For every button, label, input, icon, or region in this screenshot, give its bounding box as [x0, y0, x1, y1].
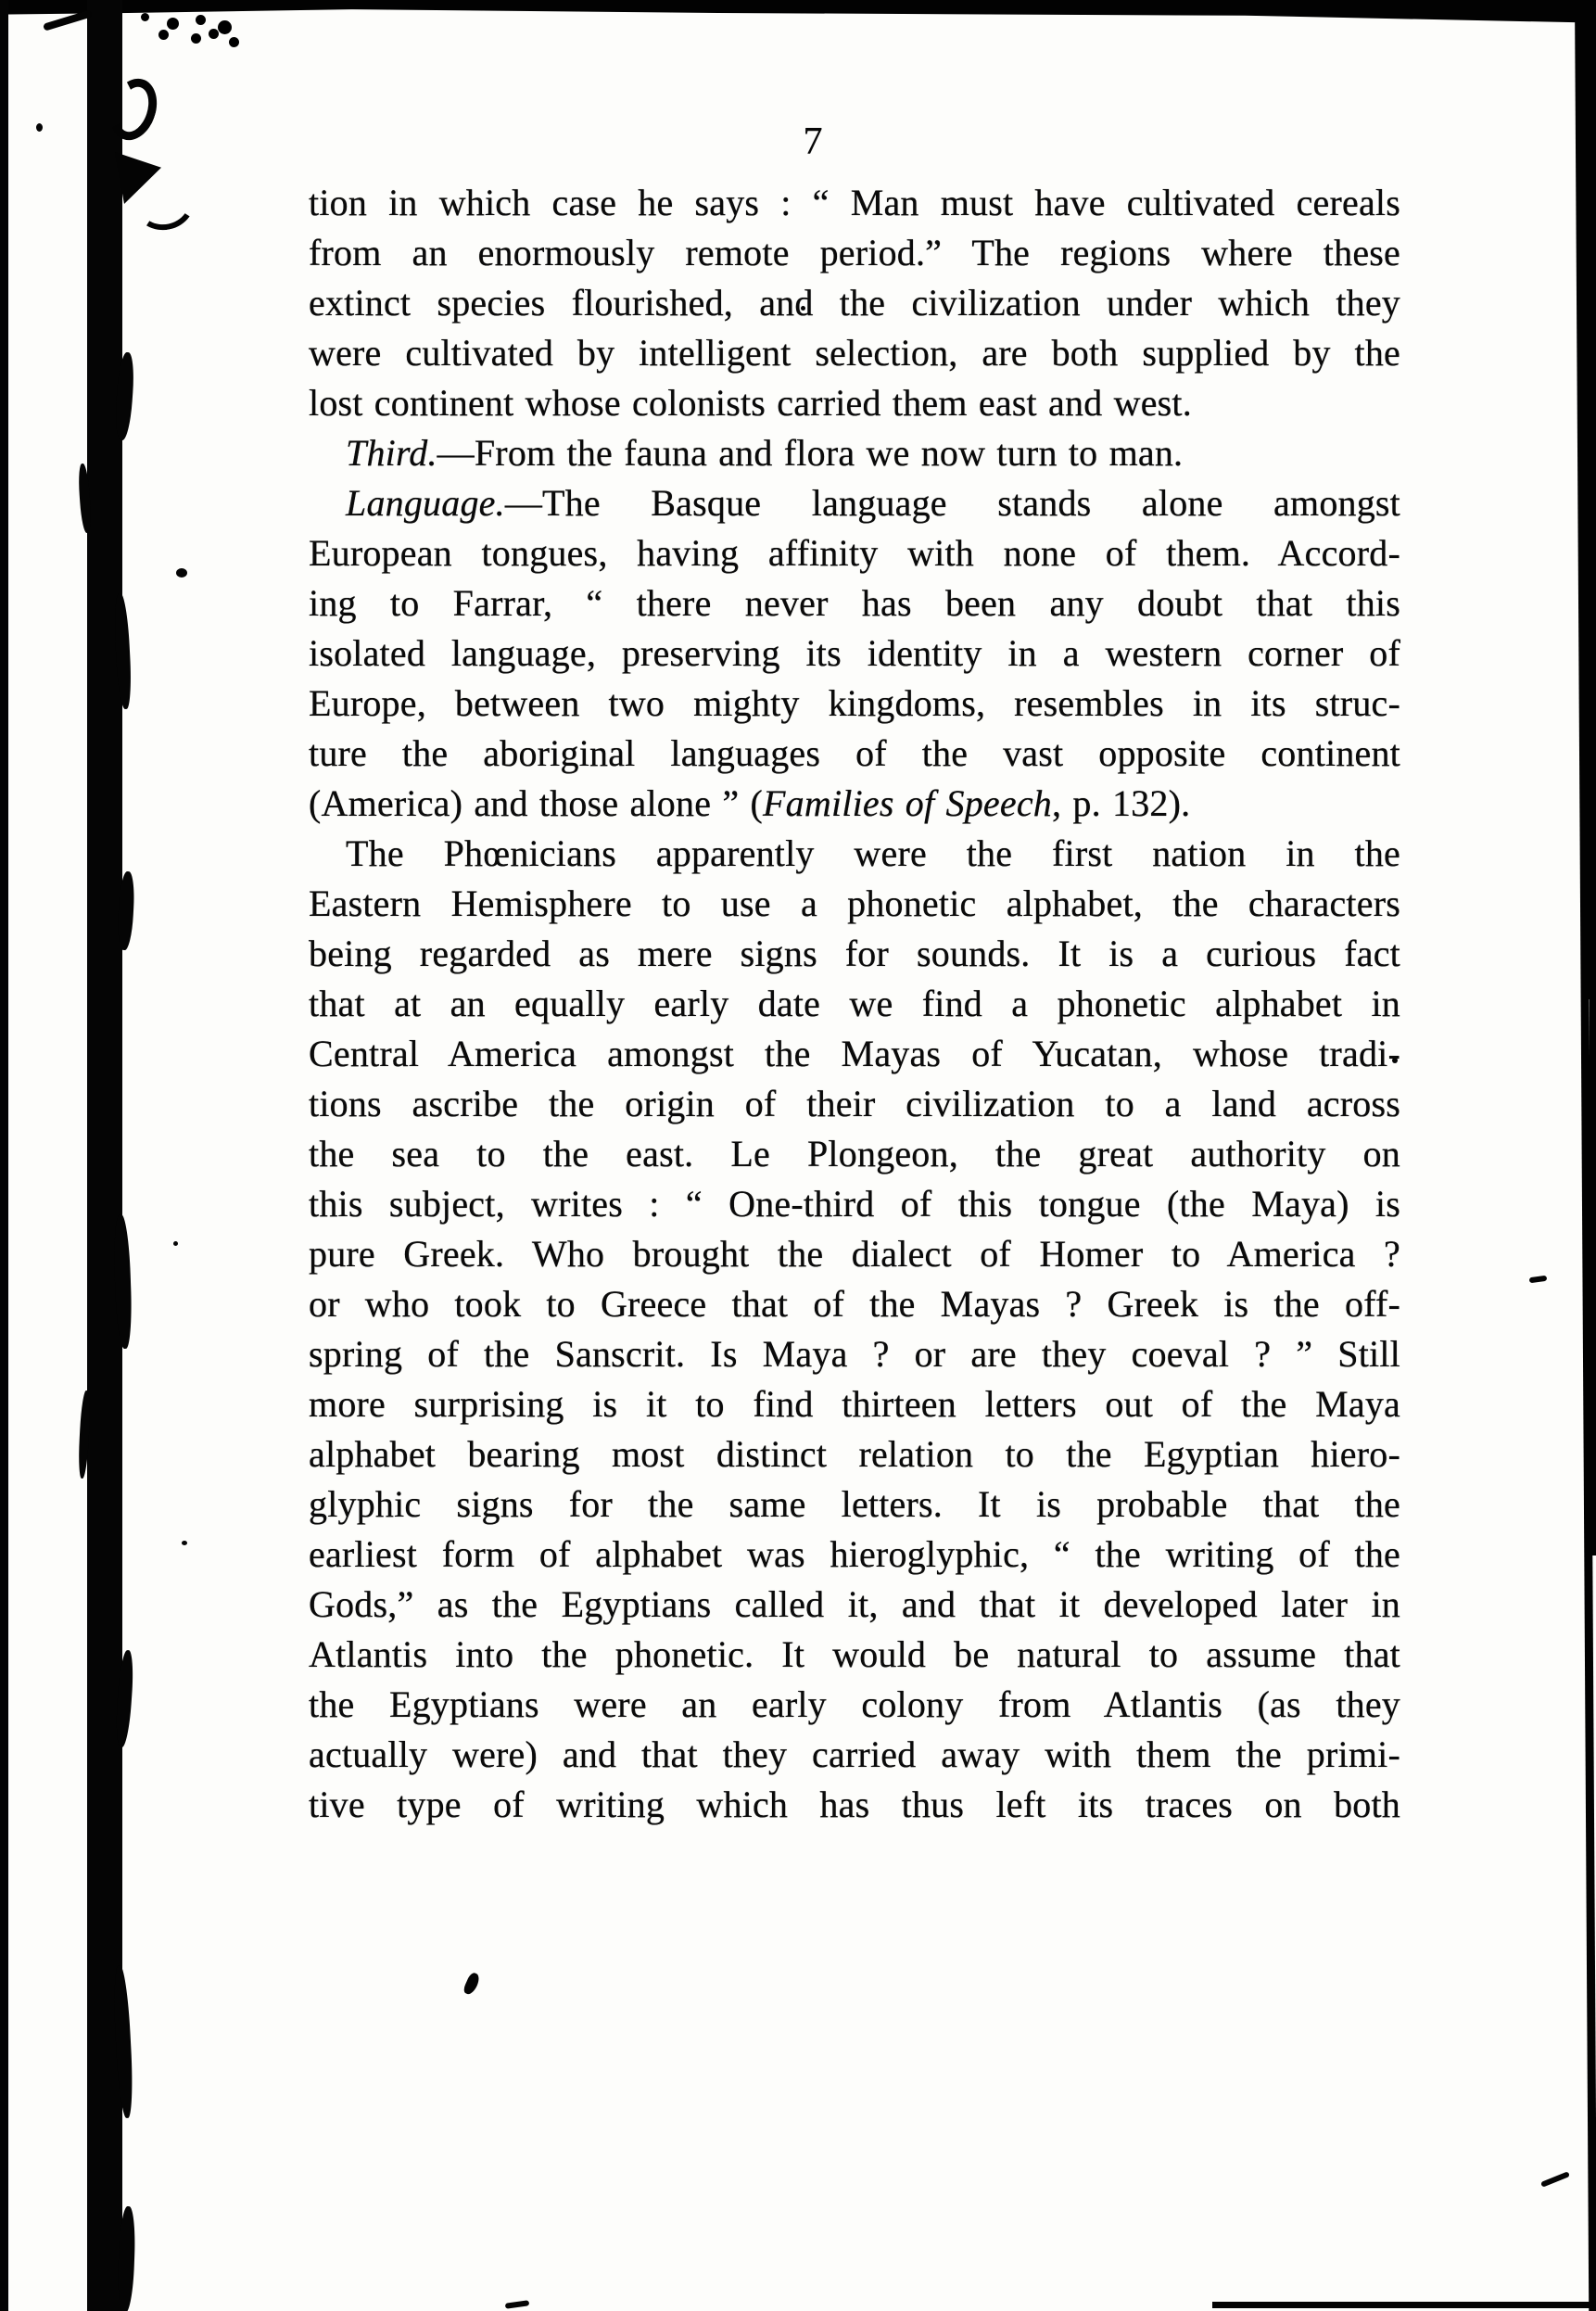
text-segment: from an enormously remote period.” The regions where these: [309, 232, 1400, 273]
text-line: [309, 1329, 1400, 1379]
text-segment: or who took to Greece that of the Mayas ? Greek is the off-: [309, 1283, 1400, 1325]
text-line: [309, 328, 1400, 378]
text-line: [309, 929, 1400, 979]
text-line: [309, 1680, 1400, 1730]
text-line: [309, 428, 1400, 478]
book-gutter-shadow: [87, 0, 122, 2311]
page-number: 7: [803, 121, 823, 163]
ink-speck: [36, 123, 43, 132]
text-segment: Eastern Hemisphere to use a phonetic alphabet, the characters: [309, 882, 1400, 924]
text-line: [309, 1129, 1400, 1179]
text-segment: the sea to the east. Le Plongeon, the great authority on: [309, 1133, 1400, 1175]
italic-text-segment: Language.: [346, 482, 505, 524]
ink-speck: [176, 568, 187, 578]
text-segment: alphabet bearing most distinct relation to the Egyptian hiero-: [309, 1433, 1400, 1475]
text-line: [309, 1580, 1400, 1630]
text-segment: more surprising is it to find thirteen letters out of the Maya: [309, 1383, 1400, 1425]
scan-top-edge-shadow: [0, 0, 1596, 26]
margin-diagonal-mark: [1540, 2171, 1570, 2188]
text-segment: (America) and those alone ” (: [309, 782, 764, 824]
text-segment: extinct species flourished, and the civilization under which they: [309, 282, 1400, 324]
ink-speck: [182, 1541, 187, 1545]
text-segment: Europe, between two mighty kingdoms, resembles in its struc-: [309, 682, 1400, 724]
text-segment: pure Greek. Who brought the dialect of Homer to America ?: [309, 1233, 1400, 1275]
text-line: [309, 278, 1400, 328]
stray-ink-mark: [462, 1972, 482, 1997]
text-segment: Central America amongst the Mayas of Yucatan, whose tradi-: [309, 1033, 1400, 1074]
ink-speck: [173, 1241, 178, 1246]
italic-text-segment: Families of Speech: [763, 782, 1052, 824]
text-segment: isolated language, preserving its identity in a western corner of: [309, 632, 1400, 674]
text-line: [309, 729, 1400, 779]
text-line: [309, 178, 1400, 228]
text-segment: being regarded as mere signs for sounds. It is a curious fact: [309, 933, 1400, 974]
text-line: [309, 779, 1400, 829]
text-line: [309, 1730, 1400, 1780]
text-segment: the Egyptians were an early colony from Atlantis (as they: [309, 1683, 1400, 1725]
text-segment: European tongues, having affinity with none of them. Accord-: [309, 532, 1400, 574]
text-segment: tion in which case he says : “ Man must have cultivated cereals: [309, 182, 1400, 223]
text-line: [309, 1630, 1400, 1680]
text-line: [309, 528, 1400, 578]
text-line: [309, 629, 1400, 679]
text-segment: Atlantis into the phonetic. It would be natural to assume that: [309, 1633, 1400, 1675]
scan-speckles: [141, 13, 149, 21]
text-segment: Gods,” as the Egyptians called it, and that it developed later in: [309, 1583, 1400, 1625]
text-line: [309, 1379, 1400, 1429]
text-segment: glyphic signs for the same letters. It is probable that the: [309, 1483, 1400, 1525]
scan-right-edge-shadow: [1581, 0, 1596, 999]
text-segment: —From the fauna and flora we now turn to man.: [437, 432, 1184, 474]
text-segment: tive type of writing which has thus left its traces on both: [309, 1784, 1400, 1825]
text-segment: ing to Farrar, “ there never has been any doubt that this: [309, 582, 1400, 624]
text-line: [309, 829, 1400, 879]
text-line: [309, 1029, 1400, 1079]
text-line: [309, 578, 1400, 629]
text-line: [309, 1229, 1400, 1279]
text-segment: that at an equally early date we find a phonetic alphabet in: [309, 983, 1400, 1024]
text-line: [309, 378, 1400, 428]
text-line: [309, 1279, 1400, 1329]
text-segment: lost continent whose colonists carried them east and west.: [309, 382, 1192, 424]
scan-left-edge-strip: [0, 0, 8, 2311]
text-segment: The Phœnicians apparently were the first nation in the: [346, 832, 1400, 874]
text-segment: ture the aboriginal languages of the vast opposite continent: [309, 732, 1400, 774]
text-line: [309, 1079, 1400, 1129]
text-segment: this subject, writes : “ One-third of this tongue (the Maya) is: [309, 1183, 1400, 1225]
text-line: [309, 1479, 1400, 1530]
text-segment: tions ascribe the origin of their civilization to a land across: [309, 1083, 1400, 1124]
text-segment: spring of the Sanscrit. Is Maya ? or are they coeval ? ” Still: [309, 1333, 1400, 1375]
text-line: [309, 1429, 1400, 1479]
text-segment: actually were) and that they carried away with them the primi-: [309, 1733, 1400, 1775]
text-segment: earliest form of alphabet was hieroglyphic, “ the writing of the: [309, 1533, 1400, 1575]
text-line: [309, 1530, 1400, 1580]
italic-text-segment: Third.: [346, 432, 437, 474]
text-line: [309, 228, 1400, 278]
scan-bottom-edge-line: [1212, 2302, 1590, 2308]
text-line: [309, 979, 1400, 1029]
text-segment: —The Basque language stands alone amongst: [504, 482, 1400, 524]
scan-bottom-mark: [505, 2300, 530, 2309]
margin-dash-mark: [1529, 1276, 1548, 1284]
text-line: [309, 1179, 1400, 1229]
text-line: [309, 1780, 1400, 1830]
scan-right-edge-shadow: [1590, 999, 1596, 1555]
text-segment: were cultivated by intelligent selection, are both supplied by the: [309, 332, 1400, 374]
text-segment: , p. 132).: [1052, 782, 1191, 824]
text-line: [309, 478, 1400, 528]
body-text: [309, 178, 1400, 1830]
text-line: [309, 679, 1400, 729]
text-line: [309, 879, 1400, 929]
